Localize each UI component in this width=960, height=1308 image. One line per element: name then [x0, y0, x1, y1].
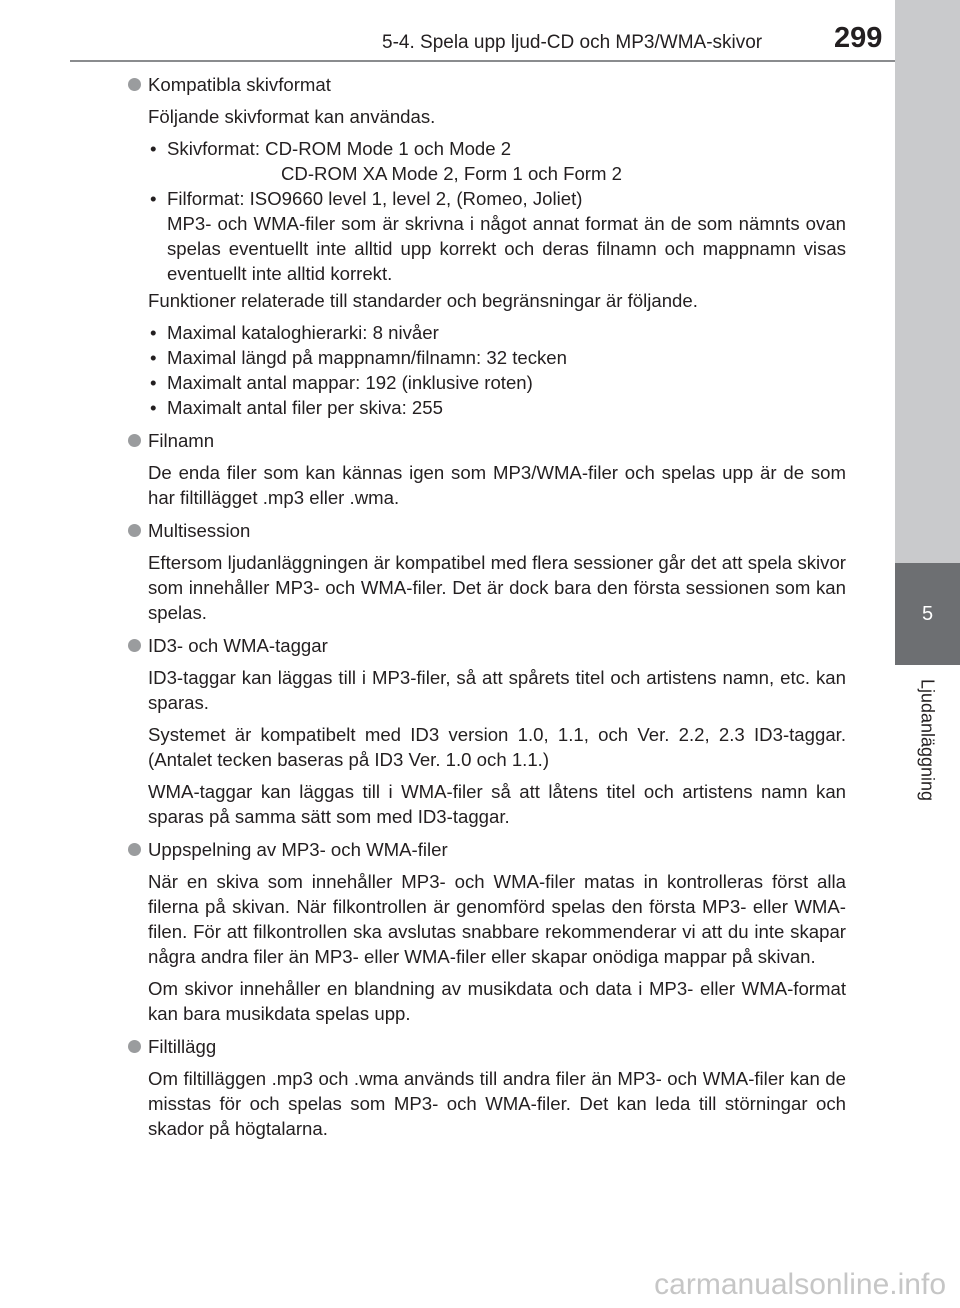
watermark: carmanualsonline.info	[654, 1268, 946, 1301]
page-header	[0, 0, 895, 64]
section-title: Kompatibla skivformat	[148, 74, 331, 95]
list-item: • Maximalt antal mappar: 192 (inklusive roten)	[148, 370, 846, 395]
paragraph: WMA-taggar kan läggas till i WMA-filer så att låtens titel och artistens namn kan sparas på samma sätt som med ID3-taggar.	[148, 781, 846, 827]
section-uppspelning	[126, 837, 846, 1026]
header-divider	[70, 60, 895, 62]
list-item	[148, 186, 846, 286]
list-item: • Maximalt antal filer per skiva: 255	[148, 395, 846, 420]
paragraph: När en skiva som innehåller MP3- och WMA-filer matas in kontrolleras först alla filerna på skivan. När filkontrollen är genomförd spelas den första MP3- eller WMA-filen. För att filkontrollen ska avslutas snabbare rekommenderar vi att du inte skapar några andra filer än MP3- eller WMA-filer eller skapar onödiga mappar på skivan.	[148, 871, 846, 967]
skivformat-line-2: CD-ROM XA Mode 2, Form 1 och Form 2	[281, 163, 622, 184]
section-title: Filtillägg	[148, 1036, 217, 1057]
paragraph: Eftersom ljudanläggningen är kompatibel med flera sessioner går det att spela skivor som innehåller MP3- och WMA-filer. Det är dock bara den första sessionen som kan spelas.	[148, 552, 846, 623]
bullet-dot-icon	[128, 843, 141, 856]
list-item: • Maximal längd på mappnamn/filnamn: 32 tecken	[148, 345, 846, 370]
skivformat-line-1: • Skivformat: CD-ROM Mode 1 och Mode 2	[167, 138, 512, 159]
bullet-dot-icon	[128, 434, 141, 447]
bullet-dot-icon	[128, 1040, 141, 1053]
chapter-number-tab	[895, 563, 960, 665]
section-filtillagg	[126, 1034, 846, 1141]
section-filnamn	[126, 428, 846, 510]
paragraph: Om skivor innehåller en blandning av musikdata och data i MP3- eller WMA-format kan bara musikdata spelas upp.	[148, 978, 846, 1024]
section-title: ID3- och WMA-taggar	[148, 635, 328, 656]
section-title: Uppspelning av MP3- och WMA-filer	[148, 839, 448, 860]
paragraph: De enda filer som kan kännas igen som MP3/WMA-filer och spelas upp är de som har filtillägget .mp3 eller .wma.	[148, 462, 846, 508]
bullet-dot-icon	[128, 524, 141, 537]
limits-list	[148, 320, 846, 420]
paragraph: Om filtilläggen .mp3 och .wma används till andra filer än MP3- och WMA-filer kan de misstas för och spelas som MP3- och WMA-filer. Det kan leda till störningar och skador på högtalarna.	[148, 1068, 846, 1139]
page-number: 299	[834, 22, 883, 54]
header-title: 5-4. Spela upp ljud-CD och MP3/WMA-skivor	[382, 32, 763, 53]
section-multisession	[126, 518, 846, 625]
side-tab-background	[895, 0, 960, 563]
bullet-dot-icon	[128, 78, 141, 91]
section-id3-wma-taggar	[126, 633, 846, 829]
filformat-note: MP3- och WMA-filer som är skrivna i något annat format än de som nämnts ovan spelas eventuellt inte alltid upp korrekt och deras filnamn och mappnamn visas eventuellt inte alltid korrekt.	[167, 213, 846, 284]
filformat-line: • Filformat: ISO9660 level 1, level 2, (Romeo, Joliet)	[167, 188, 583, 209]
format-list	[148, 136, 846, 286]
bullet-dot-icon	[128, 639, 141, 652]
chapter-number: 5	[921, 602, 934, 625]
list-item: • Maximal kataloghierarki: 8 nivåer	[148, 320, 846, 345]
paragraph: ID3-taggar kan läggas till i MP3-filer, så att spårets titel och artistens namn, etc. kan sparas.	[148, 667, 846, 713]
chapter-label: Ljudanläggning	[917, 678, 938, 802]
list-item	[148, 136, 846, 186]
section-title: Multisession	[148, 520, 251, 541]
page-content	[126, 72, 846, 1141]
paragraph: Systemet är kompatibelt med ID3 version 1.0, 1.1, och Ver. 2.2, 2.3 ID3-taggar. (Antalet tecken baseras på ID3 Ver. 1.0 och 1.1.)	[148, 724, 846, 770]
section-title: Filnamn	[148, 430, 215, 451]
paragraph: Funktioner relaterade till standarder och begränsningar är följande.	[148, 290, 698, 311]
section-kompatibla-skivformat	[126, 72, 846, 420]
paragraph: Följande skivformat kan användas.	[148, 106, 436, 127]
